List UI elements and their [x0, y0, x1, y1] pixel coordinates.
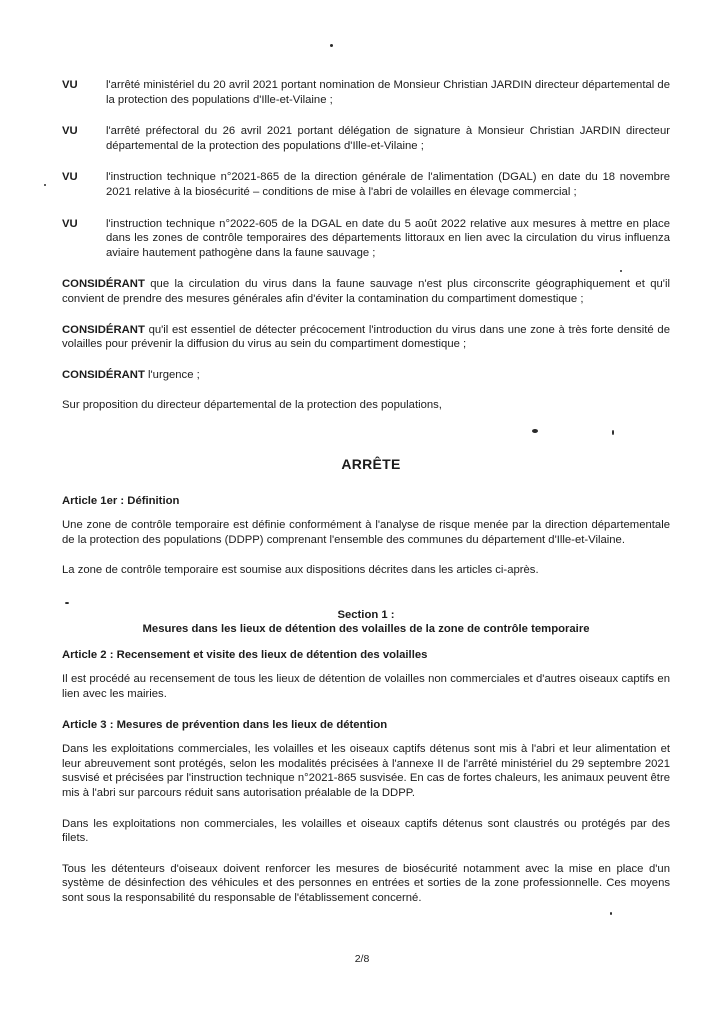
vu-clause	[62, 78, 670, 107]
considerant-keyword: CONSIDÉRANT	[62, 368, 145, 381]
section-1-label: Section 1 :	[337, 608, 395, 621]
article-3-paragraph: Dans les exploitations commerciales, les volailles et les oiseaux captifs détenus sont mis à l'abri et leur alimentation et leur abreuvement sont protégés, selon les modalités précisées à l'annexe II de l'arrêté ministériel du 29 septembre 2021 susvisé et précisées par l'instruction technique n°2021-865 susvisée. En cas de fortes chaleurs, les animaux peuvent être mis à l'abri sur parcours réduit sans autorisation préalable de la DDPP.	[62, 743, 670, 800]
arrete-title: ARRÊTE	[341, 455, 401, 472]
scan-speck	[44, 184, 46, 186]
article-1-heading: Article 1er : Définition	[62, 494, 180, 507]
article-1-paragraph: La zone de contrôle temporaire est soumise aux dispositions décrites dans les articles ci-après.	[62, 564, 539, 577]
vu-keyword: VU	[62, 171, 78, 184]
proposition-text: Sur proposition du directeur départemental de la protection des populations,	[62, 399, 442, 412]
article-2-heading: Article 2 : Recensement et visite des lieux de détention des volailles	[62, 648, 428, 661]
scan-speck	[330, 44, 333, 47]
vu-clause	[62, 124, 670, 153]
considerant-clause	[62, 277, 670, 306]
considerant-clause	[62, 368, 670, 383]
considerant-text: l'urgence ;	[144, 368, 200, 381]
vu-text: l'instruction technique n°2022-605 de la DGAL en date du 5 août 2022 relative aux mesures à mettre en place dans les zones de contrôle temporaires des départements littoraux en lien avec la circulation du virus influenza aviaire hautement pathogène dans la faune sauvage ;	[106, 217, 670, 259]
section-1-heading	[62, 608, 670, 636]
vu-clause	[62, 217, 670, 261]
article-1-paragraph: Une zone de contrôle temporaire est définie conformément à l'analyse de risque menée par la direction départementale de la protection des populations (DDPP) comprenant l'ensemble des communes du département d'Ille-et-Vilaine.	[62, 519, 670, 546]
considerant-keyword: CONSIDÉRANT	[62, 323, 145, 336]
article-3-paragraph: Tous les détenteurs d'oiseaux doivent renforcer les mesures de biosécurité notamment avec la mise en place d'un système de désinfection des véhicules et des personnes en entrées et sorties de la zone professionnelle. Ces moyens sont sous la responsabilité du responsable de l'établissement concerné.	[62, 862, 670, 904]
section-1-title: Mesures dans les lieux de détention des volailles de la zone de contrôle temporaire	[142, 622, 590, 635]
vu-text: l'instruction technique n°2021-865 de la direction générale de l'alimentation (DGAL) en date du 18 novembre 2021 relative à la biosécurité – conditions de mise à l'abri de volailles en élevage commercial ;	[106, 171, 670, 198]
vu-keyword: VU	[62, 79, 78, 91]
considerant-clause	[62, 323, 670, 352]
article-3-heading: Article 3 : Mesures de prévention dans les lieux de détention	[62, 718, 388, 731]
article-2-paragraph: Il est procédé au recensement de tous les lieux de détention de volailles non commerciales et d'autres oiseaux captifs en lien avec les mairies.	[62, 673, 670, 701]
vu-text: l'arrêté ministériel du 20 avril 2021 portant nomination de Monsieur Christian JARDIN directeur départemental de la protection des populations d'Ille-et-Vilaine ;	[106, 79, 670, 106]
vu-keyword: VU	[62, 125, 78, 138]
vu-text: l'arrêté préfectoral du 26 avril 2021 portant délégation de signature à Monsieur Christian JARDIN directeur départemental de la protection des populations d'Ille-et-Vilaine ;	[106, 125, 670, 152]
considerant-keyword: CONSIDÉRANT	[62, 278, 145, 291]
considerant-text: qu'il est essentiel de détecter précocement l'introduction du virus dans une zone à très forte densité de volailles pour prévenir la diffusion du virus au sein du compartiment domestique ;	[62, 323, 670, 351]
page-number: 2/8	[354, 953, 370, 965]
vu-keyword: VU	[62, 217, 78, 230]
article-3-paragraph: Dans les exploitations non commerciales, les volailles et oiseaux captifs détenus sont claustrés ou protégés par des filets.	[62, 817, 670, 845]
document-body	[62, 78, 670, 922]
vu-clause	[62, 170, 670, 199]
considerant-text: que la circulation du virus dans la faune sauvage n'est plus circonscrite géographiquement et qu'il convient de prendre des mesures générales afin d'éviter la contamination du compartiment domestique ;	[62, 278, 670, 305]
